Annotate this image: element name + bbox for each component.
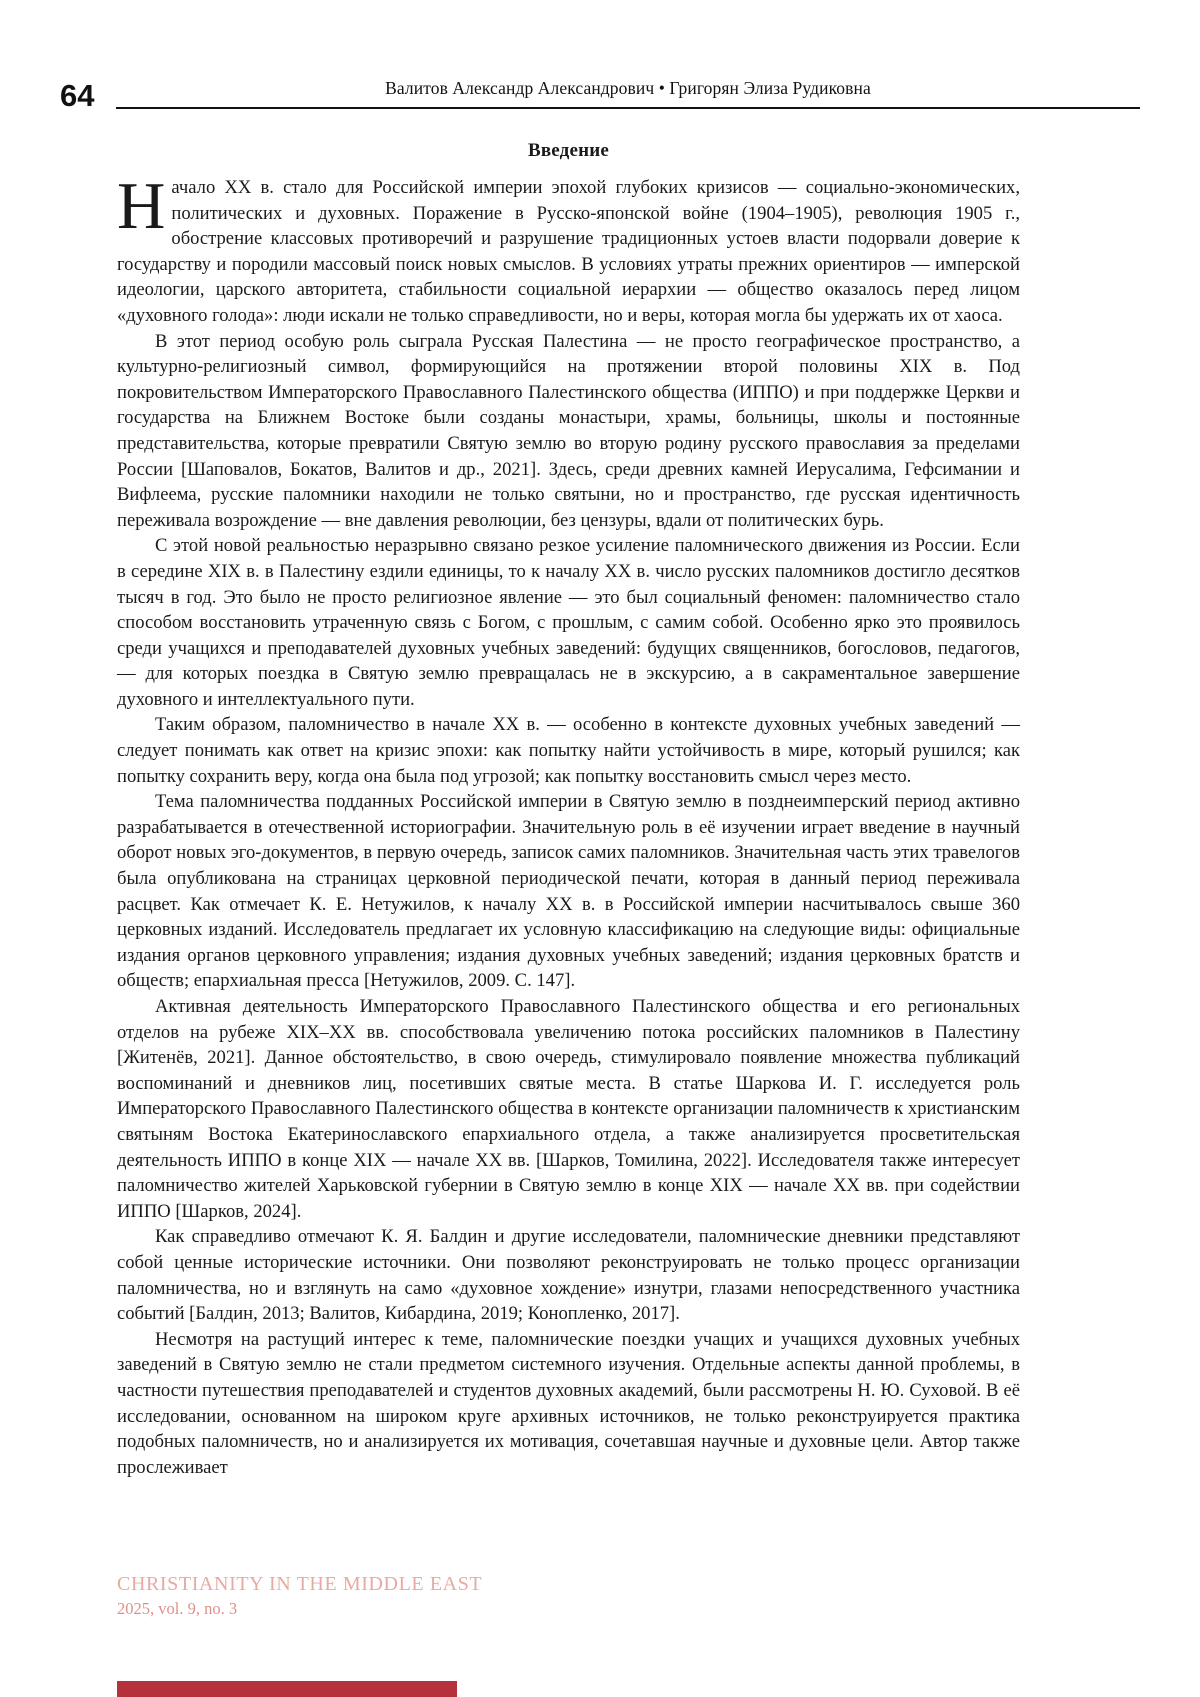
running-head-authors: Валитов Александр Александрович • Григорян Элиза Рудиковна bbox=[385, 78, 871, 98]
journal-issue: 2025, vol. 9, no. 3 bbox=[117, 1599, 238, 1618]
page-header bbox=[60, 78, 1140, 115]
paragraph: Активная деятельность Императорского Православного Палестинского общества и его региональных отделов на рубеже XIX–XX вв. способствовала увеличению потока российских паломников в Палестину [Житенёв, 2021]. Данное обстоятельство, в свою очередь, стимулировало появление множества публикаций воспоминаний и дневников лиц, посетивших святые места. В статье Шаркова И. Г. исследуется роль Императорского Православного Палестинского общества в контексте организации паломничеств к христианским святыням Востока Екатеринославского епархиального отдела, а также анализируется просветительская деятельность ИППО в конце XIX — начале XX вв. [Шарков, Томилина, 2022]. Исследователя также интересует паломничество жителей Харьковской губернии в Святую землю в конце XIX — начале XX вв. при содействии ИППО [Шарков, 2024]. bbox=[117, 996, 1020, 1222]
paragraph-text: ачало XX в. стало для Российской империи эпохой глубоких кризисов — социально-экономических, политических и духовных. Поражение в Русско-японской войне (1904–1905), революция 1905 г., обострение классовых противоречий и разрушение традиционных устоев власти подорвали доверие к государству и породили массовый поиск новых смыслов. В условиях утраты прежних ориентиров — имперской идеологии, царского авторитета, стабильности социальной иерархии — общество оказалось перед лицом «духовного голода»: люди искали не только справедливости, но и веры, которая могла бы удержать их от хаоса. bbox=[117, 177, 1020, 326]
header-divider bbox=[116, 107, 1140, 109]
journal-title: CHRISTIANITY IN THE MIDDLE EAST bbox=[117, 1573, 483, 1595]
paragraph bbox=[117, 169, 1020, 329]
paragraph: Таким образом, паломничество в начале XX в. — особенно в контексте духовных учебных заведений — следует понимать как ответ на кризис эпохи: как попытку найти устойчивость в мире, который рушился; как попытку сохранить веру, когда она была под угрозой; как попытку восстановить смысл через место. bbox=[117, 714, 1020, 787]
paragraph: В этот период особую роль сыграла Русская Палестина — не просто географическое пространство, а культурно-религиозный символ, формирующийся на протяжении второй половины XIX в. Под покровительством Императорского Православного Палестинского общества (ИППО) и при поддержке Церкви и государства на Ближнем Востоке были созданы монастыри, храмы, больницы, школы и постоянные представительства, которые превратили Святую землю во вторую родину русского православия за пределами России [Шаповалов, Бокатов, Валитов и др., 2021]. Здесь, среди древних камней Иерусалима, Гефсимании и Вифлеема, русские паломники находили не только святыни, но и пространство, где русская идентичность переживала возрождение — вне давления революции, без цензуры, вдали от политических бурь. bbox=[117, 330, 1020, 531]
paragraph: Несмотря на растущий интерес к теме, паломнические поездки учащих и учащихся духовных учебных заведений в Святую землю не стали предметом системного изучения. Отдельные аспекты данной проблемы, в частности путешествия преподавателей и студентов духовных академий, были рассмотрены Н. Ю. Суховой. В её исследовании, основанном на широком круге архивных источников, не только реконструируется практика подобных паломничеств, но и анализируется их мотивация, сочетавшая научные и духовные цели. Автор также прослеживает bbox=[117, 1328, 1020, 1478]
paragraph: С этой новой реальностью неразрывно связано резкое усиление паломнического движения из России. Если в середине XIX в. в Палестину ездили единицы, то к началу XX в. число русских паломников достигло десятков тысяч в год. Это было не просто религиозное явление — это был социальный феномен: паломничество стало способом восстановить утраченную связь с Богом, с прошлым, с самим собой. Особенно ярко это проявилось среди учащихся и преподавателей духовных учебных заведений: будущих священников, богословов, педагогов, — для которых поездка в Святую землю превращалась не в экскурсию, а в сакраментальное завершение духовного и интеллектуального пути. bbox=[117, 535, 1020, 710]
page-footer bbox=[117, 1573, 1020, 1619]
article-body bbox=[117, 140, 1020, 1480]
running-head-block bbox=[116, 78, 1140, 115]
drop-cap: Н bbox=[117, 169, 166, 243]
page-number: 64 bbox=[60, 78, 95, 113]
paragraph: Тема паломничества подданных Российской империи в Святую землю в позднеимперский период активно разрабатывается в отечественной историографии. Значительную роль в её изучении играет введение в научный оборот новых эго-документов, в первую очередь, записок самих паломников. Значительная часть этих травелогов была опубликована на страницах церковной периодической печати, которая в данный период переживала расцвет. Как отмечает К. Е. Нетужилов, к началу XX в. в Российской империи насчитывалось свыше 360 церковных изданий. Исследователь предлагает их условную классификацию на следующие виды: официальные издания органов церковного управления; издания духовных учебных заведений; издания церковных братств и обществ; епархиальная пресса [Нетужилов, 2009. С. 147]. bbox=[117, 791, 1020, 992]
paragraph: Как справедливо отмечают К. Я. Балдин и другие исследователи, паломнические дневники представляют собой ценные исторические источники. Они позволяют реконструировать не только процесс организации паломничества, но и взглянуть на само «духовное хождение» изнутри, глазами непосредственного участника событий [Балдин, 2013; Валитов, Кибардина, 2019; Конопленко, 2017]. bbox=[117, 1226, 1020, 1325]
section-heading: Введение bbox=[527, 140, 610, 161]
footer-accent-bar bbox=[117, 1681, 457, 1697]
